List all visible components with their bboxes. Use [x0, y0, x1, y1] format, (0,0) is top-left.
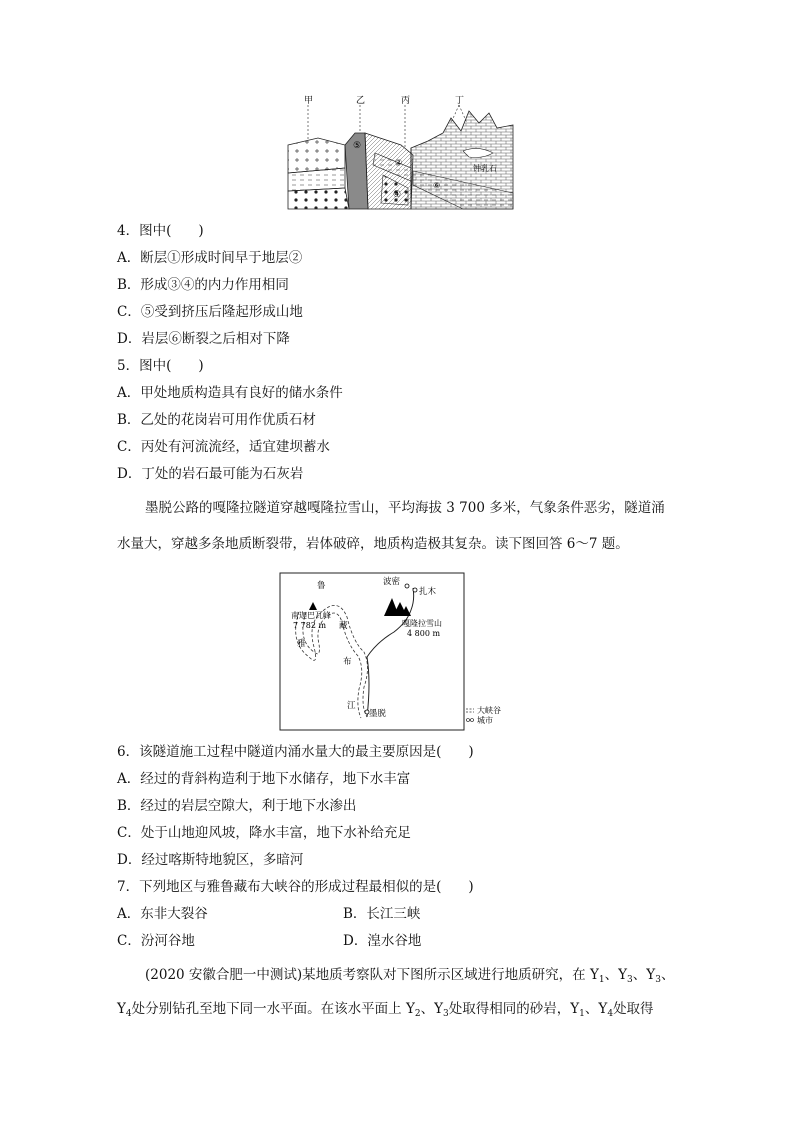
q7-stem: 7．下列地区与雅鲁藏布大峡谷的形成过程最相似的是( ) — [117, 879, 474, 895]
label-5: ⑤ — [353, 141, 362, 151]
legend-canyon-icon — [466, 709, 474, 712]
label-namjagbarwa-alt: 7 782 m — [293, 621, 327, 630]
label-galongla-alt: 4 800 m — [407, 629, 441, 638]
q4-stem: 4．图中( ) — [117, 223, 204, 239]
passage1-line1: 墨脱公路的嘎隆拉隧道穿越嘎隆拉雪山，平均海拔 3 700 多米，气象条件恶劣，隧道涌 — [145, 500, 665, 516]
label-6: ⑥ — [433, 181, 441, 190]
river-char-zang: 藏 — [339, 621, 348, 631]
label-namjagbarwa: 南迦巴瓦峰 — [291, 611, 331, 620]
label-2: ② — [395, 158, 403, 167]
legend-canyon: 大峡谷 — [477, 706, 501, 715]
passage1-line2: 水量大，穿越多条地质断裂带，岩体破碎，地质构造极其复杂。读下图回答 6～7 题。 — [117, 536, 629, 552]
label-stalactite: 钟乳石 — [473, 164, 497, 173]
q7-option-c: C．汾河谷地 — [117, 933, 195, 949]
river-char-lu: 鲁 — [317, 581, 326, 591]
q6-option-a: A．经过的背斜构造利于地下水储存，地下水丰富 — [117, 771, 411, 787]
passage2-line2: $Y_4$处分别钻孔至地下同一水平面。在该水平面上 $Y_2$、$Y_3$处取得相同的砂岩，$Y_1$、$Y_4$处取得 — [117, 1001, 654, 1019]
q4-option-c: C．⑤受到挤压后隆起形成山地 — [117, 304, 303, 320]
river-char-jiang: 江 — [347, 701, 356, 711]
label-medog: 墨脱 — [369, 709, 387, 719]
label-bing: 丙 — [401, 96, 411, 106]
q6-option-b: B．经过的岩层空隙大，利于地下水渗出 — [117, 798, 357, 814]
label-zhamu: 扎木 — [419, 587, 437, 597]
river-char-ya: 雅 — [297, 639, 306, 649]
q4-option-d: D．岩层⑥断裂之后相对下降 — [117, 331, 290, 347]
q5-option-d: D．丁处的岩石最可能为石灰岩 — [117, 466, 304, 482]
q6-option-d: D．经过喀斯特地貌区，多暗河 — [117, 852, 304, 868]
q7-option-d: D．湟水谷地 — [343, 933, 422, 949]
q4-option-a: A．断层①形成时间早于地层② — [117, 250, 303, 266]
bomi-city-icon — [405, 584, 409, 588]
q5-option-a: A．甲处地质构造具有良好的储水条件 — [117, 385, 343, 401]
q4-option-b: B．形成③④的内力作用相同 — [117, 277, 289, 293]
legend-city-icon — [467, 719, 470, 722]
passage2-line1: (2020 安徽合肥一中测试)某地质考察队对下图所示区域进行地质研究，在 $Y_1$、$Y_3$、$Y_3$、 — [145, 967, 675, 985]
label-galongla: 嘎隆拉雪山 — [402, 619, 442, 628]
label-bomi: 波密 — [383, 577, 401, 587]
q5-stem: 5．图中( ) — [117, 358, 204, 374]
q7-option-a: A．东非大裂谷 — [117, 906, 208, 922]
tunnel-map-figure — [279, 572, 531, 732]
q5-option-c: C．丙处有河流流经，适宜建坝蓄水 — [117, 439, 330, 455]
label-4: ④ — [393, 190, 402, 200]
zhamu-city-icon — [413, 588, 417, 592]
q5-option-b: B．乙处的花岗岩可用作优质石材 — [117, 412, 316, 428]
q6-stem: 6．该隧道施工过程中隧道内涌水量大的最主要原因是( ) — [117, 744, 474, 760]
q7-option-b: B．长江三峡 — [343, 906, 421, 922]
legend-city: 城市 — [477, 716, 493, 725]
river-char-bu: 布 — [343, 657, 352, 667]
q6-option-c: C．处于山地迎风坡，降水丰富，地下水补给充足 — [117, 825, 411, 841]
label-ding: 丁 — [455, 96, 465, 106]
label-yi: 乙 — [356, 96, 366, 106]
label-jia: 甲 — [304, 96, 314, 106]
geologic-section-figure — [283, 93, 519, 211]
